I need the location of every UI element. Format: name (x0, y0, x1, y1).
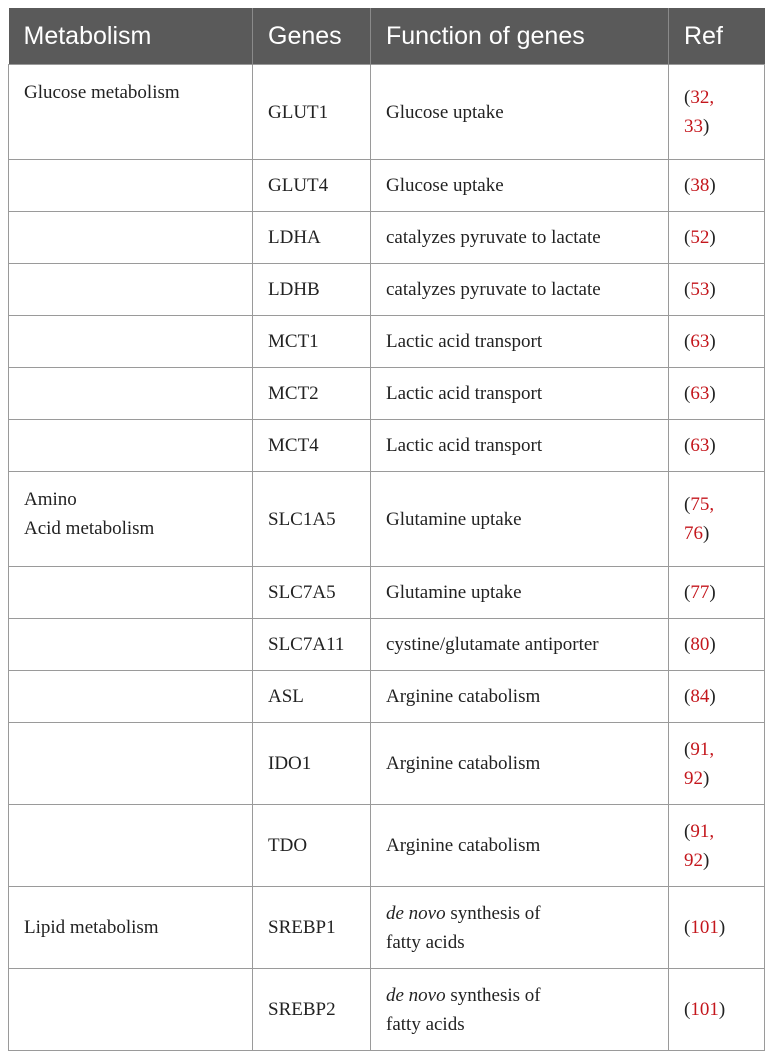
gene-cell: ASL (253, 671, 371, 723)
table-row (9, 160, 765, 212)
ref-link[interactable]: 91, (690, 738, 715, 760)
gene-cell: LDHB (253, 264, 371, 316)
ref-link[interactable]: 76 (684, 523, 703, 544)
table-row (9, 472, 765, 567)
function-cell: Glucose uptake (371, 65, 669, 160)
function-cell: Arginine catabolism (371, 671, 669, 723)
gene-cell: GLUT4 (253, 160, 371, 212)
metabolism-cell: Lipid metabolism (9, 887, 253, 969)
ref-link[interactable]: 75, (690, 494, 715, 515)
function-text: fatty acids (386, 1013, 465, 1035)
function-cell: Lactic acid transport (371, 368, 669, 420)
ref-cell: (63) (669, 368, 765, 420)
ref-cell: (80) (669, 619, 765, 671)
ref-cell: (52) (669, 212, 765, 264)
gene-cell: SREBP2 (253, 969, 371, 1051)
function-cell: catalyzes pyruvate to lactate (371, 212, 669, 264)
metabolism-cell: Glucose metabolism (9, 65, 253, 160)
table-row (9, 65, 765, 160)
table-row (9, 316, 765, 368)
function-cell (371, 887, 669, 969)
function-cell: Glutamine uptake (371, 472, 669, 567)
gene-cell: GLUT1 (253, 65, 371, 160)
ref-link[interactable]: 91, (690, 820, 715, 842)
metabolism-cell (9, 316, 253, 368)
table-row (9, 368, 765, 420)
gene-cell: SLC1A5 (253, 472, 371, 567)
metabolism-line: Amino (24, 489, 77, 510)
ref-cell: (53) (669, 264, 765, 316)
ref-link[interactable]: 63 (690, 383, 710, 404)
ref-link[interactable]: 101 (690, 999, 719, 1020)
metabolism-cell (9, 264, 253, 316)
gene-cell: SLC7A5 (253, 567, 371, 619)
ref-cell: (63) (669, 316, 765, 368)
table-row (9, 969, 765, 1051)
ref-cell: (63) (669, 420, 765, 472)
table-row (9, 887, 765, 969)
ref-link[interactable]: 77 (690, 582, 710, 603)
metabolism-cell (9, 567, 253, 619)
metabolism-cell (9, 969, 253, 1051)
ref-link[interactable]: 32, (690, 87, 715, 108)
function-cell: Lactic acid transport (371, 316, 669, 368)
metabolism-cell (9, 160, 253, 212)
ref-link[interactable]: 92 (684, 767, 703, 789)
ref-link[interactable]: 63 (690, 435, 710, 456)
function-cell: Lactic acid transport (371, 420, 669, 472)
metabolism-cell (9, 671, 253, 723)
header-metabolism: Metabolism (9, 8, 253, 65)
ref-cell: (32, 33) (669, 65, 765, 160)
metabolism-cell (9, 472, 253, 567)
table-row (9, 420, 765, 472)
gene-cell: TDO (253, 805, 371, 887)
ref-cell: (75, 76) (669, 472, 765, 567)
ref-link[interactable]: 101 (690, 917, 719, 938)
metabolism-line: Acid metabolism (24, 518, 155, 539)
table-row (9, 723, 765, 805)
header-function: Function of genes (371, 8, 669, 65)
table-row (9, 671, 765, 723)
function-text: fatty acids (386, 931, 465, 953)
function-text: synthesis of (445, 984, 541, 1006)
function-cell: cystine/glutamate antiporter (371, 619, 669, 671)
function-italic: de novo (386, 902, 446, 924)
ref-link[interactable]: 80 (690, 634, 710, 655)
ref-link[interactable]: 38 (690, 175, 710, 196)
function-italic: de novo (386, 984, 446, 1006)
header-ref: Ref (669, 8, 765, 65)
gene-cell: MCT2 (253, 368, 371, 420)
ref-link[interactable]: 84 (690, 686, 710, 707)
metabolism-cell (9, 368, 253, 420)
table-row (9, 264, 765, 316)
function-text: synthesis of (445, 902, 541, 924)
ref-cell: (91, 92) (669, 805, 765, 887)
metabolism-cell (9, 805, 253, 887)
function-cell: Glucose uptake (371, 160, 669, 212)
function-cell: catalyzes pyruvate to lactate (371, 264, 669, 316)
ref-cell: (77) (669, 567, 765, 619)
metabolism-cell (9, 619, 253, 671)
function-cell: Glutamine uptake (371, 567, 669, 619)
metabolism-cell (9, 723, 253, 805)
gene-cell: MCT4 (253, 420, 371, 472)
table-row (9, 619, 765, 671)
table-row (9, 212, 765, 264)
metabolism-cell (9, 212, 253, 264)
ref-link[interactable]: 33 (684, 116, 703, 137)
metabolism-genes-table (8, 8, 765, 1051)
ref-link[interactable]: 53 (690, 279, 710, 300)
function-cell: Arginine catabolism (371, 805, 669, 887)
ref-cell: (91, 92) (669, 723, 765, 805)
table-row (9, 805, 765, 887)
gene-cell: SREBP1 (253, 887, 371, 969)
ref-cell: (101) (669, 887, 765, 969)
table-row (9, 567, 765, 619)
header-row (9, 8, 765, 65)
gene-cell: SLC7A11 (253, 619, 371, 671)
function-cell: Arginine catabolism (371, 723, 669, 805)
function-cell (371, 969, 669, 1051)
ref-link[interactable]: 52 (690, 227, 710, 248)
ref-link[interactable]: 63 (690, 331, 710, 352)
gene-cell: MCT1 (253, 316, 371, 368)
ref-link[interactable]: 92 (684, 849, 703, 871)
metabolism-cell (9, 420, 253, 472)
ref-cell: (38) (669, 160, 765, 212)
gene-cell: IDO1 (253, 723, 371, 805)
gene-cell: LDHA (253, 212, 371, 264)
ref-cell: (84) (669, 671, 765, 723)
ref-cell: (101) (669, 969, 765, 1051)
header-genes: Genes (253, 8, 371, 65)
